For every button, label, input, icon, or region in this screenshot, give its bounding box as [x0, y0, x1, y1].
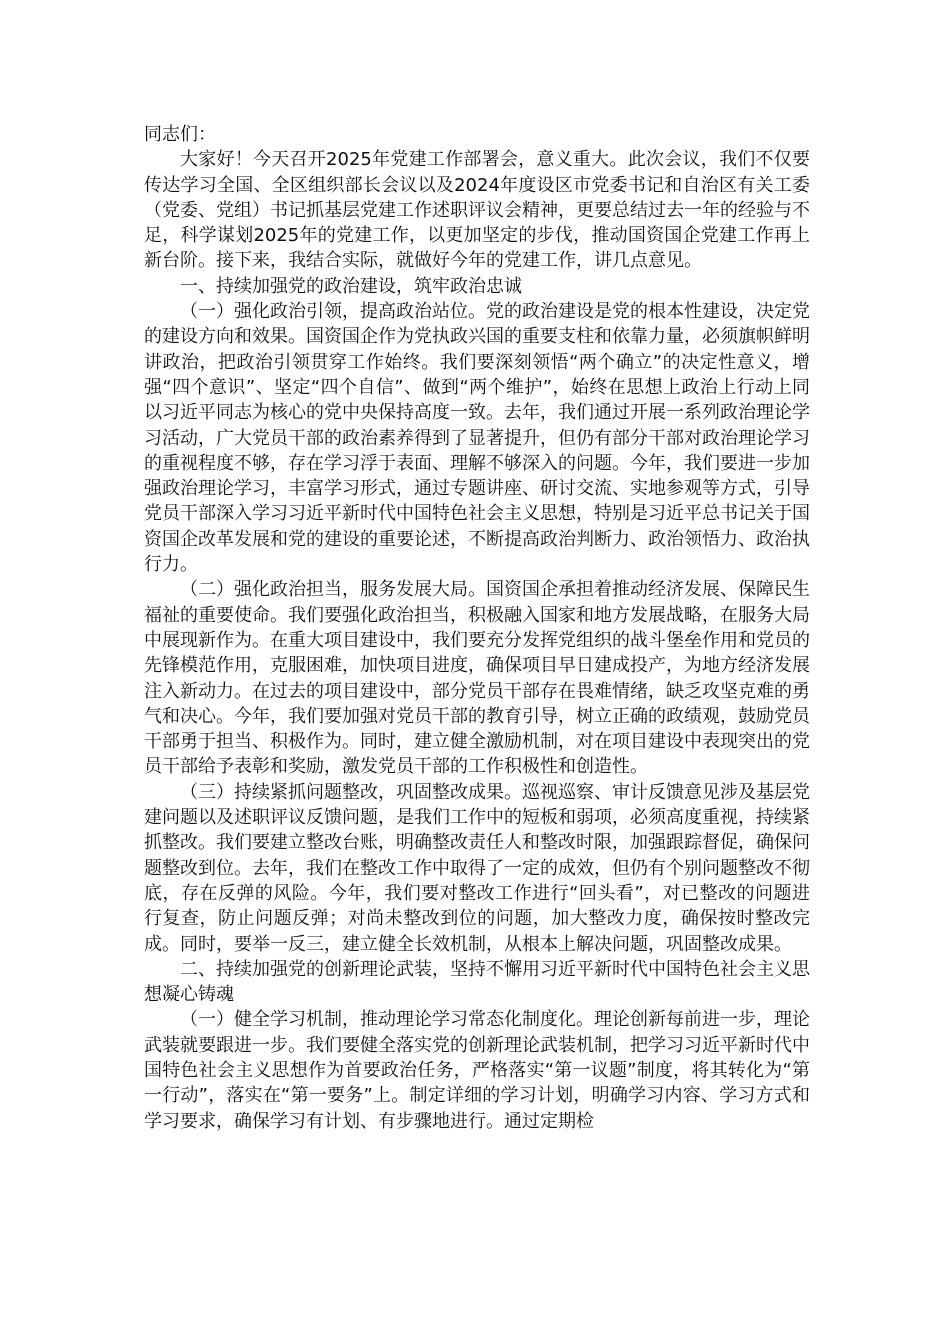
section-heading-2: 二、持续加强党的创新理论武装，坚持不懈用习近平新时代中国特色社会主义思想凝心铸魂 — [144, 958, 810, 1006]
document-body — [144, 122, 810, 1134]
salutation: 同志们： — [144, 124, 216, 145]
paragraph-2-1: （一）健全学习机制，推动理论学习常态化制度化。理论创新每前进一步，理论武装就要跟进一步。我们要健全落实党的创新理论武装机制，把学习习近平新时代中国特色社会主义思想作为首要政治任务，严格落实“第一议题”制度，将其转化为“第一行动”，落实在“第一要务”上。制定详细的学习计划，明确学习内容、学习方式和学习要求，确保学习有计划、有步骤地进行。通过定期检 — [144, 1009, 810, 1132]
paragraph-opening: 大家好！今天召开2025年党建工作部署会，意义重大。此次会议，我们不仅要传达学习全国、全区组织部长会议以及2024年度设区市党委书记和自治区有关工委（党委、党组）书记抓基层党建工作述职评议会精神，更要总结过去一年的经验与不足，科学谋划2025年的党建工作，以更加坚定的步伐，推动国资国企党建工作再上新台阶。接下来，我结合实际，就做好今年的党建工作，讲几点意见。 — [144, 149, 810, 272]
paragraph-1-2: （二）强化政治担当，服务发展大局。国资国企承担着推动经济发展、保障民生福祉的重要使命。我们要强化政治担当，积极融入国家和地方发展战略，在服务大局中展现新作为。在重大项目建设中，我们要充分发挥党组织的战斗堡垒作用和党员的先锋模范作用，克服困难，加快项目进度，确保项目早日建成投产，为地方经济发展注入新动力。在过去的项目建设中，部分党员干部存在畏难情绪，缺乏攻坚克难的勇气和决心。今年，我们要加强对党员干部的教育引导，树立正确的政绩观，鼓励党员干部勇于担当、积极作为。同时，建立健全激励机制，对在项目建设中表现突出的党员干部给予表彰和奖励，激发党员干部的工作积极性和创造性。 — [144, 579, 810, 778]
paragraph-1-3: （三）持续紧抓问题整改，巩固整改成果。巡视巡察、审计反馈意见涉及基层党建问题以及述职评议反馈问题，是我们工作中的短板和弱项，必须高度重视，持续紧抓整改。我们要建立整改台账，明确整改责任人和整改时限，加强跟踪督促，确保问题整改到位。去年，我们在整改工作中取得了一定的成效，但仍有个别问题整改不彻底，存在反弹的风险。今年，我们要对整改工作进行“回头看”，对已整改的问题进行复查，防止问题反弹；对尚未整改到位的问题，加大整改力度，确保按时整改完成。同时，要举一反三，建立健全长效机制，从根本上解决问题，巩固整改成果。 — [144, 781, 810, 955]
paragraph-1-1: （一）强化政治引领，提高政治站位。党的政治建设是党的根本性建设，决定党的建设方向和效果。国资国企作为党执政兴国的重要支柱和依靠力量，必须旗帜鲜明讲政治，把政治引领贯穿工作始终。我们要深刻领悟“两个确立”的决定性意义，增强“四个意识”、坚定“四个自信”、做到“两个维护”，始终在思想上政治上行动上同以习近平同志为核心的党中央保持高度一致。去年，我们通过开展一系列政治理论学习活动，广大党员干部的政治素养得到了显著提升，但仍有部分干部对政治理论学习的重视程度不够，存在学习浮于表面、理解不够深入的问题。今年，我们要进一步加强政治理论学习，丰富学习形式，通过专题讲座、研讨交流、实地参观等方式，引导党员干部深入学习习近平新时代中国特色社会主义思想，特别是习近平总书记关于国资国企改革发展和党的建设的重要论述，不断提高政治判断力、政治领悟力、政治执行力。 — [144, 301, 810, 576]
section-heading-1: 一、持续加强党的政治建设，筑牢政治忠诚 — [180, 275, 522, 297]
